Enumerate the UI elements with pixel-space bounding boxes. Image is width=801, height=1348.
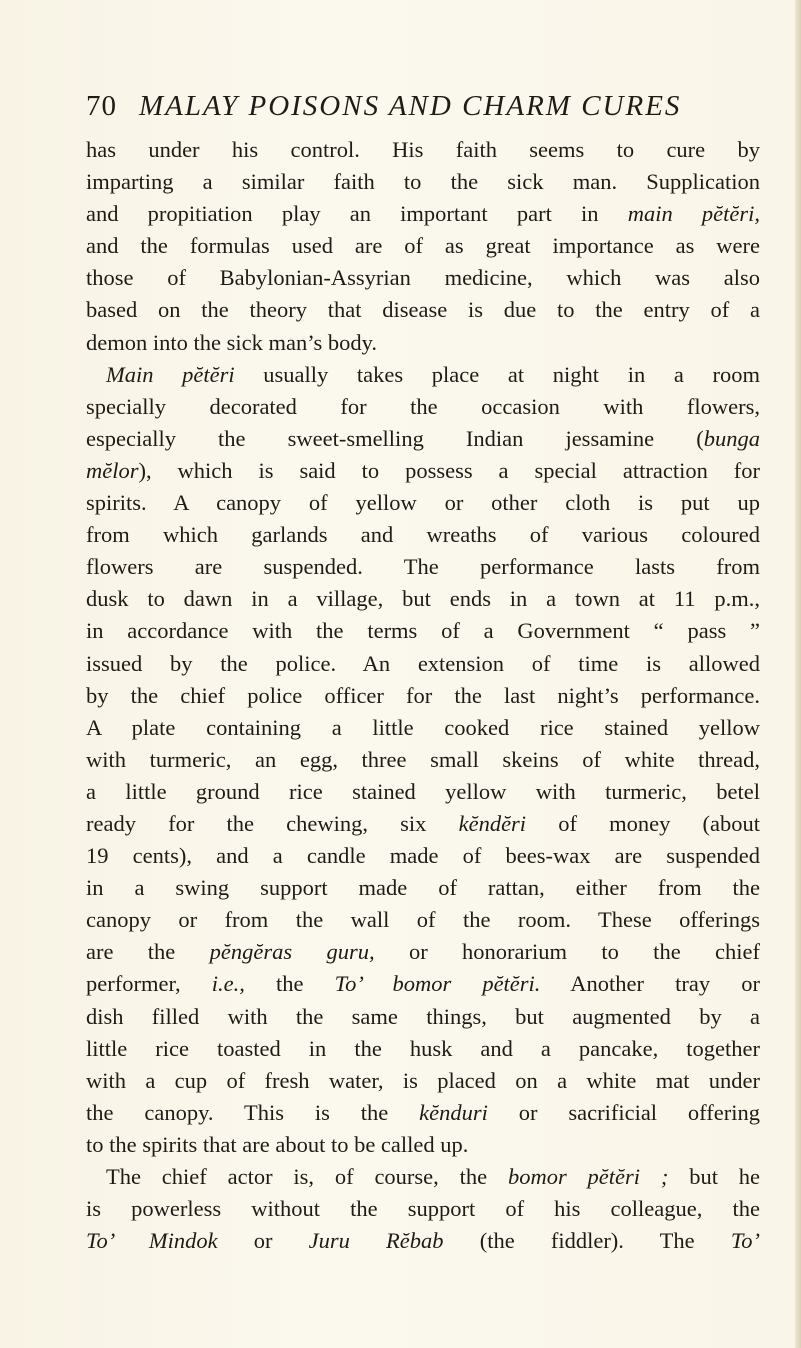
text-span: is powerless without the support of his colleague, the — [86, 1196, 760, 1222]
text-span: from which garlands and wreaths of various coloured — [86, 522, 760, 548]
text-line — [86, 198, 760, 230]
page-number: 70 — [86, 90, 117, 122]
running-header — [86, 86, 766, 126]
italic-text: kĕnduri — [419, 1099, 488, 1125]
text-line — [86, 1033, 760, 1065]
text-line — [86, 872, 760, 904]
text-span: A plate containing a little cooked rice stained yellow — [86, 714, 760, 740]
italic-text: To’ bomor pĕtĕri. — [334, 971, 541, 997]
text-line — [86, 744, 760, 776]
text-span: demon into the sick man’s body. — [86, 329, 378, 355]
text-line — [86, 551, 760, 583]
text-span: usually takes place at night in a room — [234, 361, 760, 387]
text-line — [86, 134, 760, 166]
text-span: a little ground rice stained yellow with turmeric, betel — [86, 778, 760, 804]
text-span: issued by the police. An extension of time is allowed — [86, 650, 760, 676]
text-line — [86, 1129, 760, 1161]
text-span: are the — [86, 939, 210, 965]
text-line — [86, 327, 760, 359]
italic-text: bomor pĕtĕri ; — [507, 1164, 669, 1189]
text-span: and propitiation play an important part in — [86, 201, 628, 227]
text-line — [86, 808, 760, 840]
text-line — [86, 262, 760, 294]
text-span: The chief actor is, of course, the — [106, 1164, 508, 1189]
text-span: has under his control. His faith seems to cure by — [86, 137, 760, 162]
text-line — [86, 1001, 760, 1033]
text-span: (the fiddler). The — [443, 1228, 731, 1254]
italic-text: main pĕtĕri, — [627, 201, 760, 227]
text-line — [86, 968, 760, 1000]
text-line — [86, 936, 760, 968]
text-span: little rice toasted in the husk and a pancake, together — [86, 1035, 760, 1061]
text-line — [86, 904, 760, 936]
italic-text: mĕlor — [86, 457, 139, 483]
text-span: the — [244, 971, 335, 997]
text-span: flowers are suspended. The performance lasts from — [86, 554, 760, 580]
text-line — [86, 648, 760, 680]
text-line — [86, 166, 760, 198]
text-line — [86, 391, 760, 423]
text-span: or — [217, 1228, 309, 1254]
italic-text: To’ — [730, 1228, 760, 1254]
text-span: Another tray or — [540, 971, 760, 997]
text-span: performer, — [86, 971, 212, 997]
text-span: or sacrificial offering — [487, 1099, 760, 1125]
text-span: dusk to dawn in a village, but ends in a town at 11 p.m., — [86, 586, 760, 612]
text-line — [86, 1097, 760, 1129]
text-line — [86, 776, 760, 808]
text-span: but he — [668, 1164, 760, 1189]
italic-text: i.e., — [211, 971, 245, 997]
text-span: specially decorated for the occasion with flowers, — [86, 393, 760, 419]
text-line — [86, 359, 760, 391]
italic-text: To’ Mindok — [86, 1228, 218, 1254]
text-span: those of Babylonian-Assyrian medicine, which was also — [86, 265, 760, 291]
text-span: spirits. A canopy of yellow or other cloth is put up — [86, 490, 760, 516]
text-line — [86, 519, 760, 551]
text-span: by the chief police officer for the last night’s performance. — [86, 682, 760, 708]
text-span: ready for the chewing, six — [86, 810, 459, 836]
italic-text: bunga — [703, 425, 760, 451]
text-line — [86, 583, 760, 615]
text-span: canopy or from the wall of the room. These offerings — [86, 907, 760, 933]
text-span: with turmeric, an egg, three small skeins of white thread, — [86, 746, 760, 772]
text-span: of money (about — [526, 810, 760, 836]
text-line — [86, 423, 760, 455]
text-span: in a swing support made of rattan, either from the — [86, 875, 760, 901]
text-span: 19 cents), and a candle made of bees-wax are suspended — [86, 843, 760, 869]
italic-text: Main pĕtĕri — [106, 361, 235, 387]
running-title: MALAY POISONS AND CHARM CURES — [139, 90, 682, 122]
text-span: or honorarium to the chief — [374, 939, 760, 965]
text-line — [86, 840, 760, 872]
text-span: ), which is said to possess a special attraction for — [138, 457, 760, 483]
text-span: dish filled with the same things, but augmented by a — [86, 1003, 760, 1029]
italic-text: pĕngĕras guru, — [209, 939, 375, 965]
text-span: to the spirits that are about to be called up. — [86, 1131, 469, 1157]
text-line — [86, 294, 760, 326]
text-span: especially the sweet-smelling Indian jessamine ( — [86, 425, 704, 451]
text-span: and the formulas used are of as great importance as were — [86, 233, 760, 259]
text-span: in accordance with the terms of a Government “ pass ” — [86, 618, 760, 644]
text-line — [86, 230, 760, 262]
text-span: the canopy. This is the — [86, 1099, 420, 1125]
text-line — [86, 455, 760, 487]
text-line — [86, 712, 760, 744]
text-line — [86, 1193, 760, 1225]
body-text — [86, 134, 760, 1257]
text-line — [86, 1065, 760, 1097]
text-line — [86, 680, 760, 712]
text-line — [86, 1225, 760, 1257]
text-line — [86, 615, 760, 647]
text-span: with a cup of fresh water, is placed on a white mat under — [86, 1067, 760, 1093]
italic-text: kĕndĕri — [458, 810, 527, 836]
text-span: based on the theory that disease is due to the entry of a — [86, 297, 760, 323]
page-edge — [795, 0, 801, 1348]
italic-text: Juru Rĕbab — [308, 1228, 444, 1254]
text-line — [86, 487, 760, 519]
text-span: imparting a similar faith to the sick man. Supplication — [86, 169, 760, 195]
text-line — [86, 1161, 760, 1193]
